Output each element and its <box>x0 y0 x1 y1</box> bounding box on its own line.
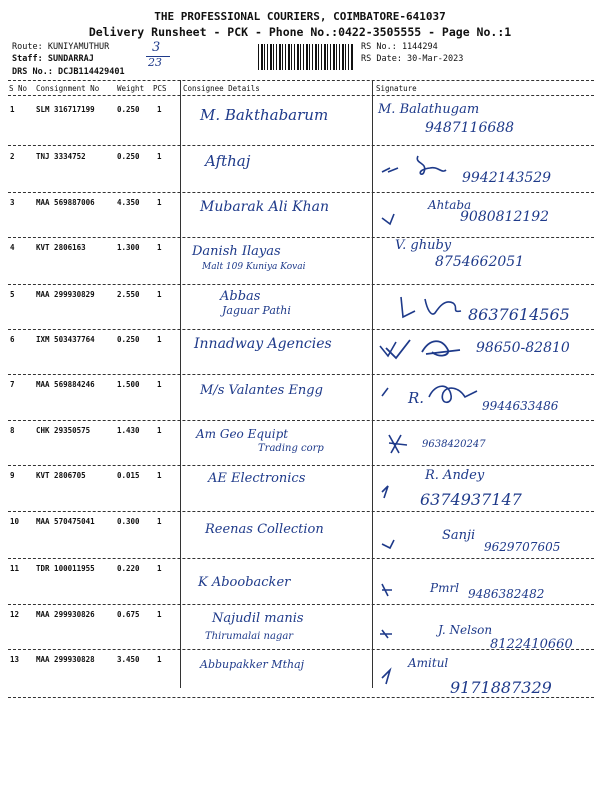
consignee-address: Malt 109 Kuniya Kovai <box>202 262 306 272</box>
receiver-signature: Amitul <box>408 656 449 670</box>
col-sno: S No <box>9 84 28 93</box>
row-sno: 1 <box>10 105 15 114</box>
table-row <box>0 146 600 193</box>
row-pcs: 1 <box>157 610 162 619</box>
receiver-phone: 9638420247 <box>422 439 486 450</box>
receiver-phone: 8637614565 <box>468 305 570 324</box>
table-row <box>0 559 600 606</box>
signature-scribble <box>395 289 475 321</box>
consignee-name: Mubarak Ali Khan <box>200 199 329 215</box>
consignee-name: Abbas <box>220 289 261 304</box>
row-consignment: KVT 2806163 <box>36 243 86 252</box>
table-row <box>0 193 600 240</box>
row-consignment: MAA 299930828 <box>36 655 95 664</box>
row-weight: 3.450 <box>117 655 140 664</box>
receiver-phone: 9080812192 <box>460 209 550 225</box>
table-row <box>0 330 600 377</box>
table-row <box>0 100 600 147</box>
row-consignment: MAA 570475041 <box>36 517 95 526</box>
row-consignment: TDR 100011955 <box>36 564 95 573</box>
receiver-signature: R. <box>408 389 425 407</box>
receiver-phone: 9487116688 <box>425 120 515 136</box>
row-consignment: SLM 316717199 <box>36 105 95 114</box>
row-weight: 4.350 <box>117 198 140 207</box>
row-sno: 12 <box>10 610 20 619</box>
row-weight: 0.015 <box>117 471 140 480</box>
row-consignment: MAA 569887006 <box>36 198 95 207</box>
row-pcs: 1 <box>157 655 162 664</box>
receiver-signature: J. Nelson <box>438 623 493 637</box>
row-pcs: 1 <box>157 243 162 252</box>
row-sno: 9 <box>10 471 15 480</box>
consignee-name: Reenas Collection <box>205 522 324 537</box>
row-consignment: MAA 569884246 <box>36 380 95 389</box>
row-consignment: CHK 29350575 <box>36 426 91 435</box>
rs-number: RS No.: 1144294 <box>361 42 438 52</box>
consignee-name: Afthaj <box>205 152 251 170</box>
row-sno: 7 <box>10 380 15 389</box>
row-weight: 1.430 <box>117 426 140 435</box>
receiver-phone: 9944633486 <box>482 399 559 413</box>
row-pcs: 1 <box>157 517 162 526</box>
receiver-tick-marks <box>378 150 398 710</box>
header-rule-bottom <box>8 95 594 96</box>
row-sno: 5 <box>10 290 15 299</box>
handwritten-count-bottom: 23 <box>148 56 162 69</box>
consignee-address: Trading corp <box>258 443 324 454</box>
table-row <box>0 512 600 559</box>
receiver-phone: 8122410660 <box>490 637 573 652</box>
consignee-name: M/s Valantes Engg <box>200 383 323 398</box>
consignee-name: K Aboobacker <box>198 575 291 590</box>
receiver-signature: Ahtaba <box>428 198 472 212</box>
row-consignment: TNJ 3334752 <box>36 152 86 161</box>
col-pcs: PCS <box>153 84 167 93</box>
consignee-name: M. Bakthabarum <box>200 106 329 124</box>
row-weight: 0.250 <box>117 152 140 161</box>
row-pcs: 1 <box>157 290 162 299</box>
consignee-address: Jaguar Pathi <box>222 304 291 317</box>
col-consignee: Consignee Details <box>183 84 260 93</box>
consignee-name: Abbupakker Mthaj <box>200 658 305 671</box>
row-consignment: KVT 2806705 <box>36 471 86 480</box>
row-pcs: 1 <box>157 105 162 114</box>
row-weight: 2.550 <box>117 290 140 299</box>
header-rule-top <box>8 80 594 81</box>
staff-label: Staff: SUNDARRAJ <box>12 54 94 64</box>
drs-number: DRS No.: DCJB114429401 <box>12 67 125 77</box>
receiver-phone: 6374937147 <box>420 490 522 509</box>
row-sno: 10 <box>10 517 20 526</box>
receiver-signature: M. Balathugam <box>378 102 480 117</box>
row-sno: 8 <box>10 426 15 435</box>
row-weight: 1.300 <box>117 243 140 252</box>
table-row <box>0 421 600 468</box>
row-sno: 3 <box>10 198 15 207</box>
row-pcs: 1 <box>157 471 162 480</box>
table-row <box>0 466 600 513</box>
receiver-signature: Pmrl <box>430 581 460 595</box>
col-signature: Signature <box>376 84 417 93</box>
receiver-phone: 8754662051 <box>435 254 525 270</box>
row-pcs: 1 <box>157 198 162 207</box>
table-row <box>0 650 600 697</box>
row-pcs: 1 <box>157 380 162 389</box>
route-label: Route: KUNIYAMUTHUR <box>12 42 110 52</box>
row-pcs: 1 <box>157 152 162 161</box>
receiver-phone: 9486382482 <box>468 587 545 601</box>
row-pcs: 1 <box>157 564 162 573</box>
table-row <box>0 375 600 422</box>
receiver-signature: V. ghuby <box>395 238 452 253</box>
handwritten-count-top: 3 <box>152 40 161 55</box>
consignee-name: Najudil manis <box>212 611 304 626</box>
row-pcs: 1 <box>157 335 162 344</box>
row-consignment: MAA 299930826 <box>36 610 95 619</box>
row-weight: 0.675 <box>117 610 140 619</box>
consignee-name: AE Electronics <box>208 471 306 486</box>
row-weight: 0.220 <box>117 564 140 573</box>
table-row <box>0 285 600 332</box>
receiver-signature: R. Andey <box>425 468 485 483</box>
col-consignment: Consignment No <box>36 84 100 93</box>
receiver-phone: 9629707605 <box>484 540 561 554</box>
row-weight: 0.250 <box>117 105 140 114</box>
row-sno: 6 <box>10 335 15 344</box>
row-consignment: MAA 299930829 <box>36 290 95 299</box>
consignee-name: Innadway Agencies <box>194 336 332 352</box>
table-row <box>0 605 600 652</box>
row-weight: 1.500 <box>117 380 140 389</box>
consignee-name: Am Geo Equipt <box>196 427 289 441</box>
col-weight: Weight <box>117 84 145 93</box>
row-consignment: IXM 503437764 <box>36 335 95 344</box>
row-sno: 4 <box>10 243 15 252</box>
row-divider <box>8 697 594 698</box>
row-weight: 0.300 <box>117 517 140 526</box>
consignee-name: Danish Ilayas <box>192 244 281 259</box>
row-sno: 2 <box>10 152 15 161</box>
barcode <box>258 44 353 70</box>
row-pcs: 1 <box>157 426 162 435</box>
row-sno: 13 <box>10 655 20 664</box>
receiver-phone: 98650-82810 <box>476 340 570 356</box>
receiver-phone: 9171887329 <box>450 678 552 697</box>
runsheet-title: Delivery Runsheet - PCK - Phone No.:0422-3505555 - Page No.:1 <box>88 25 512 39</box>
rs-date: RS Date: 30-Mar-2023 <box>361 54 464 64</box>
receiver-phone: 9942143529 <box>462 170 552 186</box>
consignee-address: Thirumalai nagar <box>205 631 294 642</box>
signature-scribble <box>425 379 485 409</box>
company-title: THE PROFESSIONAL COURIERS, COIMBATORE-641037 <box>154 10 446 23</box>
table-row <box>0 238 600 285</box>
row-weight: 0.250 <box>117 335 140 344</box>
receiver-signature: Sanji <box>442 528 476 543</box>
row-sno: 11 <box>10 564 20 573</box>
